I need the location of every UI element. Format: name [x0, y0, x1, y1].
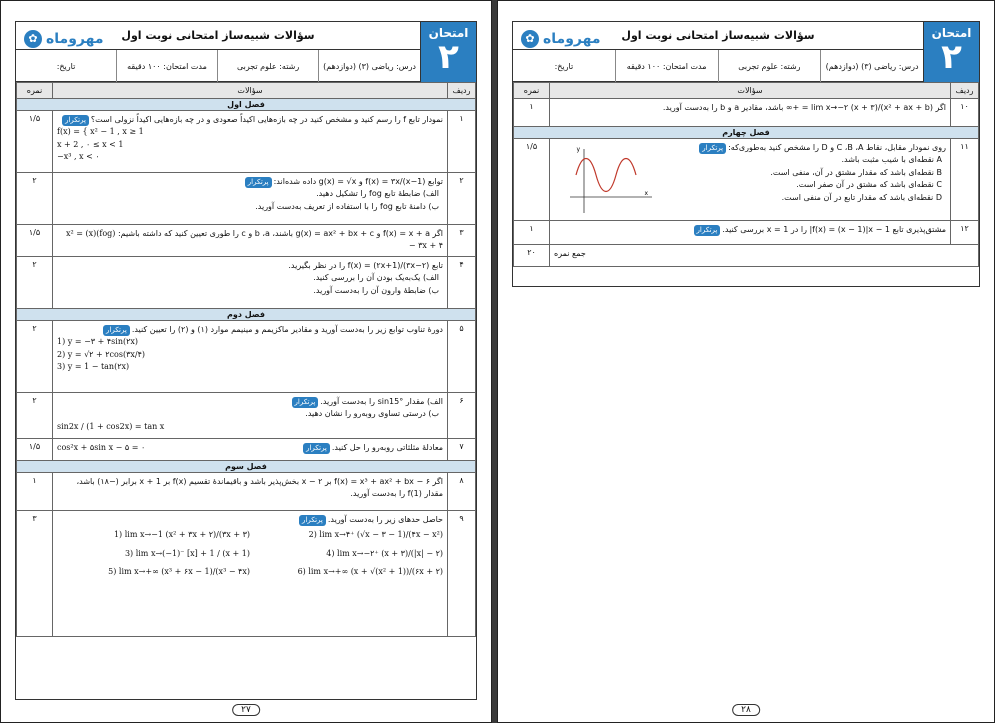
question-row [17, 111, 476, 173]
frequent-badge: پرتکرار [303, 443, 330, 454]
question-score: ۱/۵ [17, 438, 53, 460]
sub-question: الف) مقدار sin15° را به‌دست آورید. [320, 396, 443, 406]
butterfly-icon: ✿ [521, 30, 539, 48]
question-text: توابع f(x) = ۳x/(x−1) و g(x) = √x داده شده‌اند: [273, 177, 443, 186]
frequent-badge: پرتکرار [103, 325, 130, 336]
page-number: ۲۷ [232, 704, 260, 716]
exam-number: ۲ [438, 37, 459, 77]
sub-question: B نقطه‌ای باشد که مقدار مشتق در آن، منفی است. [770, 167, 942, 177]
total-score: ۲۰ [514, 245, 550, 267]
question-row [17, 173, 476, 225]
question-text: دورهٔ تناوب توابع زیر را به‌دست آورید و مقادیر ماکزیمم و مینیمم موارد (۱) و (۲) را تعیین کنید. [131, 324, 443, 334]
col-row: ردیف [448, 83, 476, 99]
exam-number: ۲ [941, 37, 962, 77]
question-number: ۵ [448, 320, 476, 392]
major-field: رشته: علوم تجربی [217, 50, 318, 82]
question-text: معادلهٔ مثلثاتی روبه‌رو را حل کنید. [331, 442, 443, 452]
duration-field: مدت امتحان: ۱۰۰ دقیقه [116, 50, 217, 82]
subject-field: درس: ریاضی (۳) (دوازدهم) [820, 50, 923, 82]
frequent-badge: پرتکرار [62, 115, 89, 126]
limit-item: 1) lim x→−1 (x² + ۳x + ۲)/(۳x + ۳) [113, 530, 250, 540]
questions-table [513, 82, 979, 267]
formula: −x³ , x < ۰ [57, 152, 100, 162]
question-row [17, 320, 476, 392]
formula: sin2x / (1 + cos2x) = tan x [57, 421, 165, 431]
limit-item: 6) lim x→+∞ (x + √(x² + 1))/(۶x + ۲) [297, 566, 443, 576]
section-title: فصل دوم [17, 308, 476, 320]
sub-question: الف) ضابطهٔ تابع fog را تشکیل دهید. [316, 189, 439, 199]
exam-badge [923, 22, 979, 82]
formula: cos²x + ۵sin x − ۵ = ۰ [57, 442, 146, 452]
formula: 1) y = −۳ + ۴sin(۲x) [57, 337, 139, 347]
question-number: ۳ [448, 225, 476, 257]
limit-item: 3) lim x→(−1)⁻ [x] + 1 / (x + 1) [124, 548, 250, 558]
sub-question: C نقطه‌ای باشد که مشتق در آن صفر است. [796, 180, 942, 190]
question-text: اگر f(x) = x + a و g(x) = ax² + bx + c باشند، b ،a و c را طوری تعیین کنید که داشته باشیم: [117, 229, 443, 238]
question-row [17, 472, 476, 510]
question-score: ۱ [514, 99, 550, 127]
question-number: ۱۱ [951, 139, 979, 221]
question-number: ۱ [448, 111, 476, 173]
brand-name: مهروماه [46, 31, 104, 47]
page-27 [0, 0, 492, 723]
question-row [17, 438, 476, 460]
col-row: ردیف [951, 83, 979, 99]
frequent-badge: پرتکرار [245, 177, 272, 188]
exam-badge [420, 22, 476, 82]
question-number: ۶ [448, 392, 476, 438]
question-text: روی نمودار مقابل، نقاط C ،B ،A و D را مشخص کنید به‌طوری‌که: [728, 143, 946, 152]
page-number: ۲۸ [732, 704, 760, 716]
date-field: تاریخ: [56, 61, 76, 71]
limit-item: 5) lim x→+∞ (x³ + ۶x − 1)/(x³ − ۴x) [108, 566, 250, 576]
section-title: فصل چهارم [514, 127, 979, 139]
total-row [514, 245, 979, 267]
question-text: نمودار تابع f را رسم کنید و مشخص کنید در چه بازه‌هایی اکیداً صعودی و در چه بازه‌هایی اکیداً نزولی است؟ [90, 115, 443, 124]
formula: f(x) = { x² − 1 , x ≥ 1 [57, 127, 144, 137]
question-text: اگر f(x) = x³ + ax² + bx − ۶ بر x − ۲ بخش‌پذیر باشد و باقیماندهٔ تقسیم f(x) بر x + 1 برابر (−۱۸) باشد، مقدار f(1) را به‌دست آورید. [76, 476, 443, 499]
butterfly-icon: ✿ [24, 30, 42, 48]
question-row [17, 392, 476, 438]
question-score: ۱/۵ [514, 139, 550, 221]
question-row [514, 139, 979, 221]
exam-frame [512, 21, 980, 287]
brand-logo [24, 25, 104, 53]
sub-question: ب) دامنهٔ تابع fog را با استفاده از تعریف به‌دست آورید. [255, 201, 439, 211]
question-number: ۲ [448, 173, 476, 225]
question-text: حاصل حدهای زیر را به‌دست آورید. [327, 514, 443, 524]
question-number: ۴ [448, 256, 476, 308]
sine-graph [568, 145, 654, 215]
exam-title: سؤالات شبیه‌ساز امتحانی نوبت اول [121, 29, 315, 42]
limit-item: 2) lim x→۴⁺ (√x − ۳ − 1)/(۴x − x²) [308, 530, 443, 540]
formula: 3) y = 1 − tan(۲x) [57, 361, 130, 371]
sub-question: الف) یک‌به‌یک بودن آن را بررسی کنید. [313, 273, 439, 283]
exam-header [16, 22, 476, 82]
question-score: ۱/۵ [17, 111, 53, 173]
question-row [514, 99, 979, 127]
sub-question: ب) درستی تساوی روبه‌رو را نشان دهید. [305, 409, 439, 419]
brand-name: مهروماه [543, 31, 601, 47]
exam-label: امتحان [931, 26, 972, 40]
questions-table [16, 82, 476, 637]
exam-label: امتحان [428, 26, 469, 40]
formula: 2) y = √۲ + ۲cos(۳x/۴) [57, 349, 145, 359]
formula: x + 2 , ۰ ≤ x < 1 [57, 139, 124, 149]
col-questions: سؤالات [550, 83, 951, 99]
major-field: رشته: علوم تجربی [718, 50, 821, 82]
question-row [514, 221, 979, 245]
exam-header [513, 22, 979, 82]
section-title: فصل اول [17, 99, 476, 111]
total-label: جمع نمره [550, 245, 979, 267]
col-score: نمره [17, 83, 53, 99]
question-score: ۲ [17, 320, 53, 392]
col-score: نمره [514, 83, 550, 99]
sub-question: A نقطه‌ای با شیب مثبت باشد. [841, 155, 942, 165]
sine-curve [576, 159, 636, 192]
question-score: ۲ [17, 392, 53, 438]
frequent-badge: پرتکرار [694, 225, 721, 236]
question-number: ۹ [448, 510, 476, 636]
section-title: فصل سوم [17, 460, 476, 472]
question-text: مشتق‌پذیری تابع f(x) = (x − 1)|x − 1| را در x = 1 بررسی کنید. [722, 225, 946, 234]
question-score: ۳ [17, 510, 53, 636]
formula: (fog)(x) = x² − ۳x + ۴ [65, 229, 443, 251]
frequent-badge: پرتکرار [699, 143, 726, 154]
question-score: ۲ [17, 173, 53, 225]
question-score: ۱ [514, 221, 550, 245]
page-28 [497, 0, 995, 723]
limit-item: 4) lim x→−۲⁺ (x + ۳)/(|x| − ۲) [326, 548, 443, 558]
question-score: ۲ [17, 256, 53, 308]
question-number: ۱۰ [951, 99, 979, 127]
exam-frame [15, 21, 477, 700]
question-text: تابع f(x) = (۲x+1)/(۳x−۲) را در نظر بگیرید. [288, 260, 443, 270]
sub-question: D نقطه‌ای باشد که مقدار تابع در آن منفی است. [781, 192, 942, 202]
question-row [17, 256, 476, 308]
subject-field: درس: ریاضی (۳) (دوازدهم) [318, 50, 420, 82]
question-score: ۱/۵ [17, 225, 53, 257]
question-number: ۷ [448, 438, 476, 460]
date-field: تاریخ: [554, 61, 574, 71]
duration-field: مدت امتحان: ۱۰۰ دقیقه [615, 50, 718, 82]
col-questions: سؤالات [53, 83, 448, 99]
x-axis-label: x [644, 190, 648, 197]
y-axis-label: y [576, 146, 580, 153]
question-row [17, 225, 476, 257]
frequent-badge: پرتکرار [299, 515, 326, 526]
exam-title: سؤالات شبیه‌ساز امتحانی نوبت اول [621, 29, 815, 42]
question-number: ۱۲ [951, 221, 979, 245]
frequent-badge: پرتکرار [292, 397, 319, 408]
question-row [17, 510, 476, 636]
question-text: اگر lim x→−۲ (x + ۳)/(x² + ax + b) = +∞ باشد، مقادیر a و b را به‌دست آورید. [662, 103, 946, 112]
question-number: ۸ [448, 472, 476, 510]
brand-logo [521, 25, 601, 53]
sub-question: ب) ضابطهٔ وارون آن را به‌دست آورید. [313, 285, 439, 295]
question-score: ۱ [17, 472, 53, 510]
